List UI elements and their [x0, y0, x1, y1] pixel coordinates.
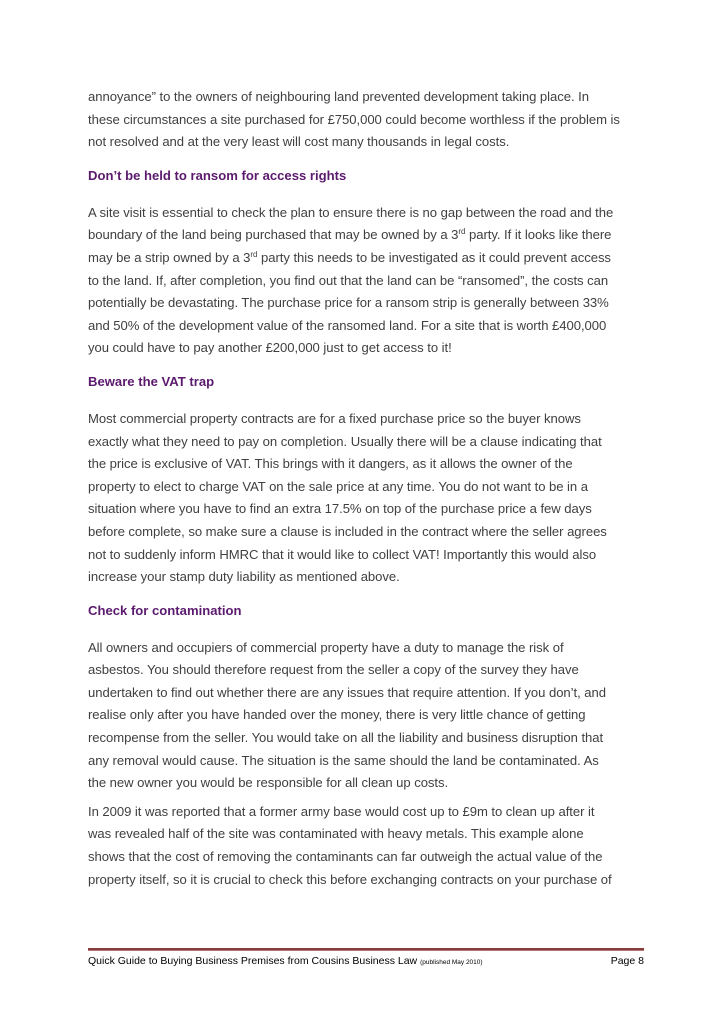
text-line: these circumstances a site purchased for £750,000 could become worthless if the problem is [88, 111, 620, 127]
contamination-paragraph [88, 637, 644, 795]
text-line: not to suddenly inform HMRC that it would like to collect VAT! Importantly this would also [88, 546, 597, 562]
text-line: before complete, so make sure a clause is included in the contract where the seller agrees [88, 523, 607, 539]
text-line: A site visit is essential to check the plan to ensure there is no gap between the road and the [88, 204, 614, 220]
text-line: to the land. If, after completion, you find out that the land can be “ransomed”, the costs can [88, 272, 609, 288]
footer-divider [88, 948, 644, 951]
text-line: you could have to pay another £200,000 just to get access to it! [88, 340, 452, 356]
text-line: situation where you have to find an extra 17.5% on top of the purchase price a few days [88, 501, 592, 517]
page-footer [88, 955, 644, 967]
text-line: property itself, so it is crucial to check this before exchanging contracts on your purchase of [88, 871, 612, 887]
text-line: increase your stamp duty liability as mentioned above. [88, 569, 400, 585]
text-line: any removal would cause. The situation is the same should the land be contaminated. As [88, 752, 599, 768]
text-line: the price is exclusive of VAT. This brings with it dangers, as it allows the owner of the [88, 456, 573, 472]
ransom-paragraph [88, 202, 644, 360]
document-body [88, 86, 644, 891]
text-line: annoyance” to the owners of neighbouring land prevented development taking place. In [88, 89, 589, 104]
intro-paragraph [88, 86, 644, 154]
text-line: exactly what they need to pay on completion. Usually there will be a clause indicating that [88, 433, 602, 449]
text-line: shows that the cost of removing the contaminants can far outweigh the actual value of the [88, 849, 603, 865]
text-line: asbestos. You should therefore request from the seller a copy of the survey they have [88, 662, 579, 678]
text-line: recompense from the seller. You would take on all the liability and business disruption that [88, 730, 604, 746]
vat-paragraph [88, 408, 644, 589]
text-line: potentially be devastating. The purchase price for a ransom strip is generally between 33% [88, 295, 609, 311]
text-line: and 50% of the development value of the ransomed land. For a site that is worth £400,000 [88, 317, 607, 333]
text-line: In 2009 it was reported that a former army base would cost up to £9m to clean up after it [88, 803, 595, 819]
footer-published: (published May 2010) [420, 959, 483, 966]
text-line: Most commercial property contracts are for a fixed purchase price so the buyer knows [88, 410, 581, 426]
contamination-paragraph-2 [88, 801, 644, 891]
text-line: was revealed half of the site was contaminated with heavy metals. This example alone [88, 826, 584, 842]
footer-title: Quick Guide to Buying Business Premises from Cousins Business Law [88, 955, 418, 967]
heading-contamination: Check for contamination [88, 602, 242, 618]
page-number: Page 8 [610, 955, 644, 967]
text-line: boundary of the land being purchased that may be owned by a 3rd party. If it looks like there [88, 227, 612, 243]
text-line: property to elect to charge VAT on the sale price at any time. You do not want to be in a [88, 478, 588, 494]
heading-vat: Beware the VAT trap [88, 373, 215, 389]
text-line: realise only after you have handed over the money, there is very little chance of getting [88, 707, 586, 723]
text-line: All owners and occupiers of commercial property have a duty to manage the risk of [88, 639, 564, 655]
text-line: not resolved and at the very least will cost many thousands in legal costs. [88, 134, 510, 150]
heading-ransom: Don’t be held to ransom for access rights [88, 167, 347, 183]
text-line: undertaken to find out whether there are any issues that require attention. If you don’t, and [88, 684, 606, 700]
text-line: may be a strip owned by a 3rd party this needs to be investigated as it could prevent access [88, 249, 611, 265]
text-line: the new owner you would be responsible for all clean up costs. [88, 775, 449, 791]
